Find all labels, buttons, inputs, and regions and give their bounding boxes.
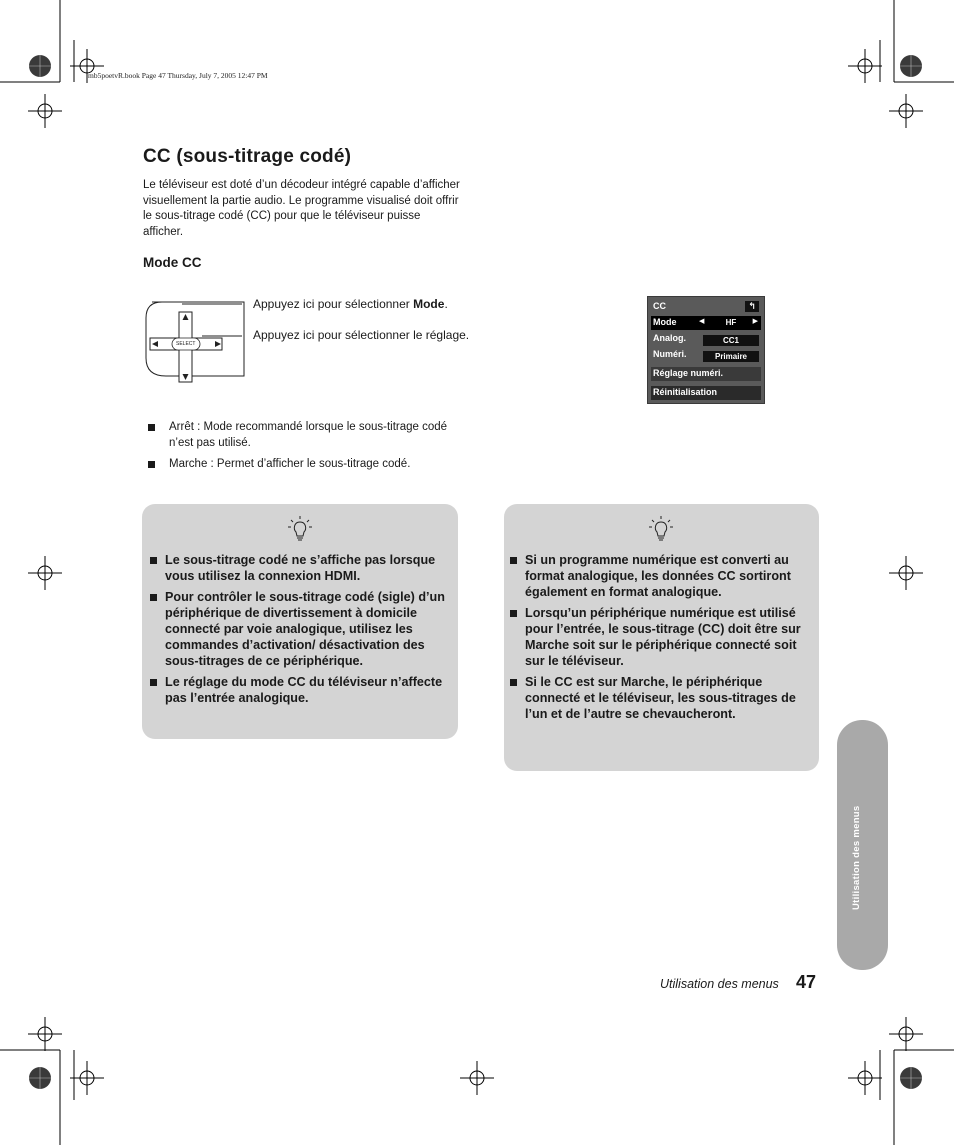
intro-paragraph: Le téléviseur est doté d’un décodeur intégré capable d’afficher visuellement la partie audio. Le programme visualisé doit offrir le sous-titrage codé (CC) pour que le téléviseur puisse afficher. <box>143 179 460 239</box>
osd-action-reinit[interactable]: Réinitialisation <box>651 386 761 400</box>
lightbulb-icon <box>285 516 315 542</box>
osd-row-label: Numéri. <box>653 349 687 359</box>
back-arrow-icon[interactable]: ↰ <box>745 301 759 312</box>
osd-row-numeri[interactable] <box>651 348 761 362</box>
osd-title: CC <box>653 301 666 311</box>
list-item: Le réglage du mode CC du téléviseur n’affecte pas l’entrée analogique. <box>150 674 450 706</box>
callout-setting: Appuyez ici pour sélectionner le réglage. <box>253 328 470 342</box>
osd-row-value: HF <box>708 317 754 328</box>
osd-row-mode[interactable] <box>651 316 761 330</box>
footer-section-label: Utilisation des menus <box>660 977 779 991</box>
page-title: CC (sous-titrage codé) <box>143 146 352 167</box>
osd-row-label: Analog. <box>653 333 686 343</box>
list-item: Le sous-titrage codé ne s’affiche pas lorsque vous utilisez la connexion HDMI. <box>150 552 450 584</box>
select-button-label: SELECT <box>176 341 196 347</box>
osd-cc-menu <box>647 296 765 404</box>
osd-action-reglage[interactable]: Réglage numéri. <box>651 367 761 381</box>
file-header: mb5poetvR.book Page 47 Thursday, July 7, 2005 12:47 PM <box>88 71 268 80</box>
list-item: Lorsqu’un périphérique numérique est utilisé pour l’entrée, le sous-titrage (CC) doit être sur Marche soit sur le périphérique connecté soit sur le téléviseur. <box>510 605 813 669</box>
callout-mode: Appuyez ici pour sélectionner Mode. <box>253 297 448 311</box>
osd-row-label: Mode <box>653 317 677 327</box>
tip-box-left <box>142 504 458 739</box>
list-item: Pour contrôler le sous-titrage codé (sigle) d’un périphérique de divertissement à domicile connecté par voie analogique, utilisez les commandes d’activation/ désactivation des sous-titrages de ce périphérique. <box>150 589 450 669</box>
chapter-side-tab <box>837 720 888 970</box>
osd-row-value: CC1 <box>703 335 759 346</box>
page-number: 47 <box>796 972 817 992</box>
osd-title-row <box>651 300 761 314</box>
tip-list-left <box>150 552 450 711</box>
list-item: Si le CC est sur Marche, le périphérique connecté et le téléviseur, les sous-titrages de l’un et de l’autre se chevaucheront. <box>510 674 813 722</box>
side-tab-label: Utilisation des menus <box>851 805 862 910</box>
list-item: Arrêt : Mode recommandé lorsque le sous-titrage codé n’est pas utilisé. <box>148 420 468 451</box>
lightbulb-icon <box>646 516 676 542</box>
osd-row-analog[interactable] <box>651 332 761 346</box>
chevron-left-icon[interactable]: ◀ <box>699 318 705 325</box>
list-item: Si un programme numérique est converti au format analogique, les données CC sortiront également en format analogique. <box>510 552 813 600</box>
section-heading-mode-cc: Mode CC <box>143 255 202 270</box>
list-item: Marche : Permet d’afficher le sous-titrage codé. <box>148 457 468 473</box>
mode-options-list <box>148 420 468 479</box>
osd-row-value: Primaire <box>703 351 759 362</box>
tip-box-right <box>504 504 819 771</box>
tip-list-right <box>510 552 813 727</box>
chevron-right-icon[interactable]: ▶ <box>752 318 758 325</box>
